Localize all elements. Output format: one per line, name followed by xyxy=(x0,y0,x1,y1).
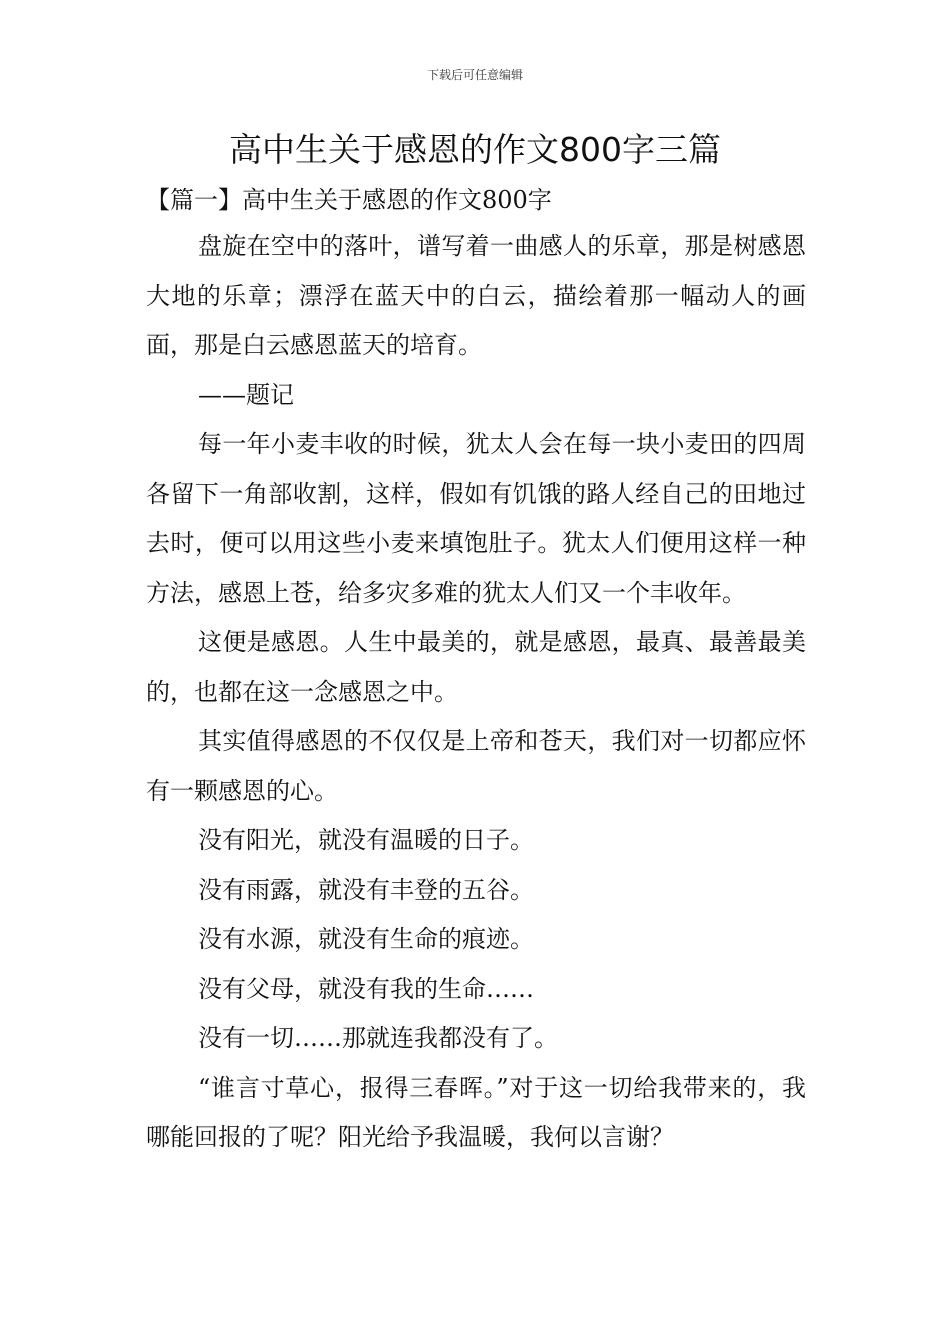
document-title: 高中生关于感恩的作文800字三篇 xyxy=(229,130,721,169)
paragraph: 每一年小麦丰收的时候，犹太人会在每一块小麦田的四周各留下一角部收割，这样，假如有饥饿的路人经自己的田地过去时，便可以用这些小麦来填饱肚子。犹太人们便用这样一种方法，感恩上苍，给多灾多难的犹太人们又一个丰收年。 xyxy=(146,430,806,607)
paragraph: 这便是感恩。人生中最美的，就是感恩，最真、最善最美的，也都在这一念感恩之中。 xyxy=(146,628,806,706)
paragraph: 没有阳光，就没有温暖的日子。 xyxy=(198,826,534,854)
paragraph: 其实值得感恩的不仅仅是上帝和苍天，我们对一切都应怀有一颗感恩的心。 xyxy=(146,727,806,805)
document-body xyxy=(146,178,806,1163)
header-note: 下载后可任意编辑 xyxy=(426,68,523,82)
paragraph: 没有雨露，就没有丰登的五谷。 xyxy=(198,875,534,904)
section-heading: 【篇一】高中生关于感恩的作文800字 xyxy=(146,186,552,214)
paragraph: 没有父母，就没有我的生命…… xyxy=(198,974,534,1003)
paragraph-epigraph: 盘旋在空中的落叶，谱写着一曲感人的乐章，那是树感恩大地的乐章；漂浮在蓝天中的白云，描绘着那一幅动人的画面，那是白云感恩蓝天的培育。 xyxy=(146,232,806,359)
paragraph: 没有水源，就没有生命的痕迹。 xyxy=(198,925,534,953)
paragraph: 没有一切……那就连我都没有了。 xyxy=(198,1024,558,1052)
paragraph: “谁言寸草心，报得三春晖。”对于这一切给我带来的，我哪能回报的了呢？阳光给予我温暖，我何以言谢？ xyxy=(146,1073,806,1151)
paragraph-epigraph-attribution: ——题记 xyxy=(198,380,294,409)
